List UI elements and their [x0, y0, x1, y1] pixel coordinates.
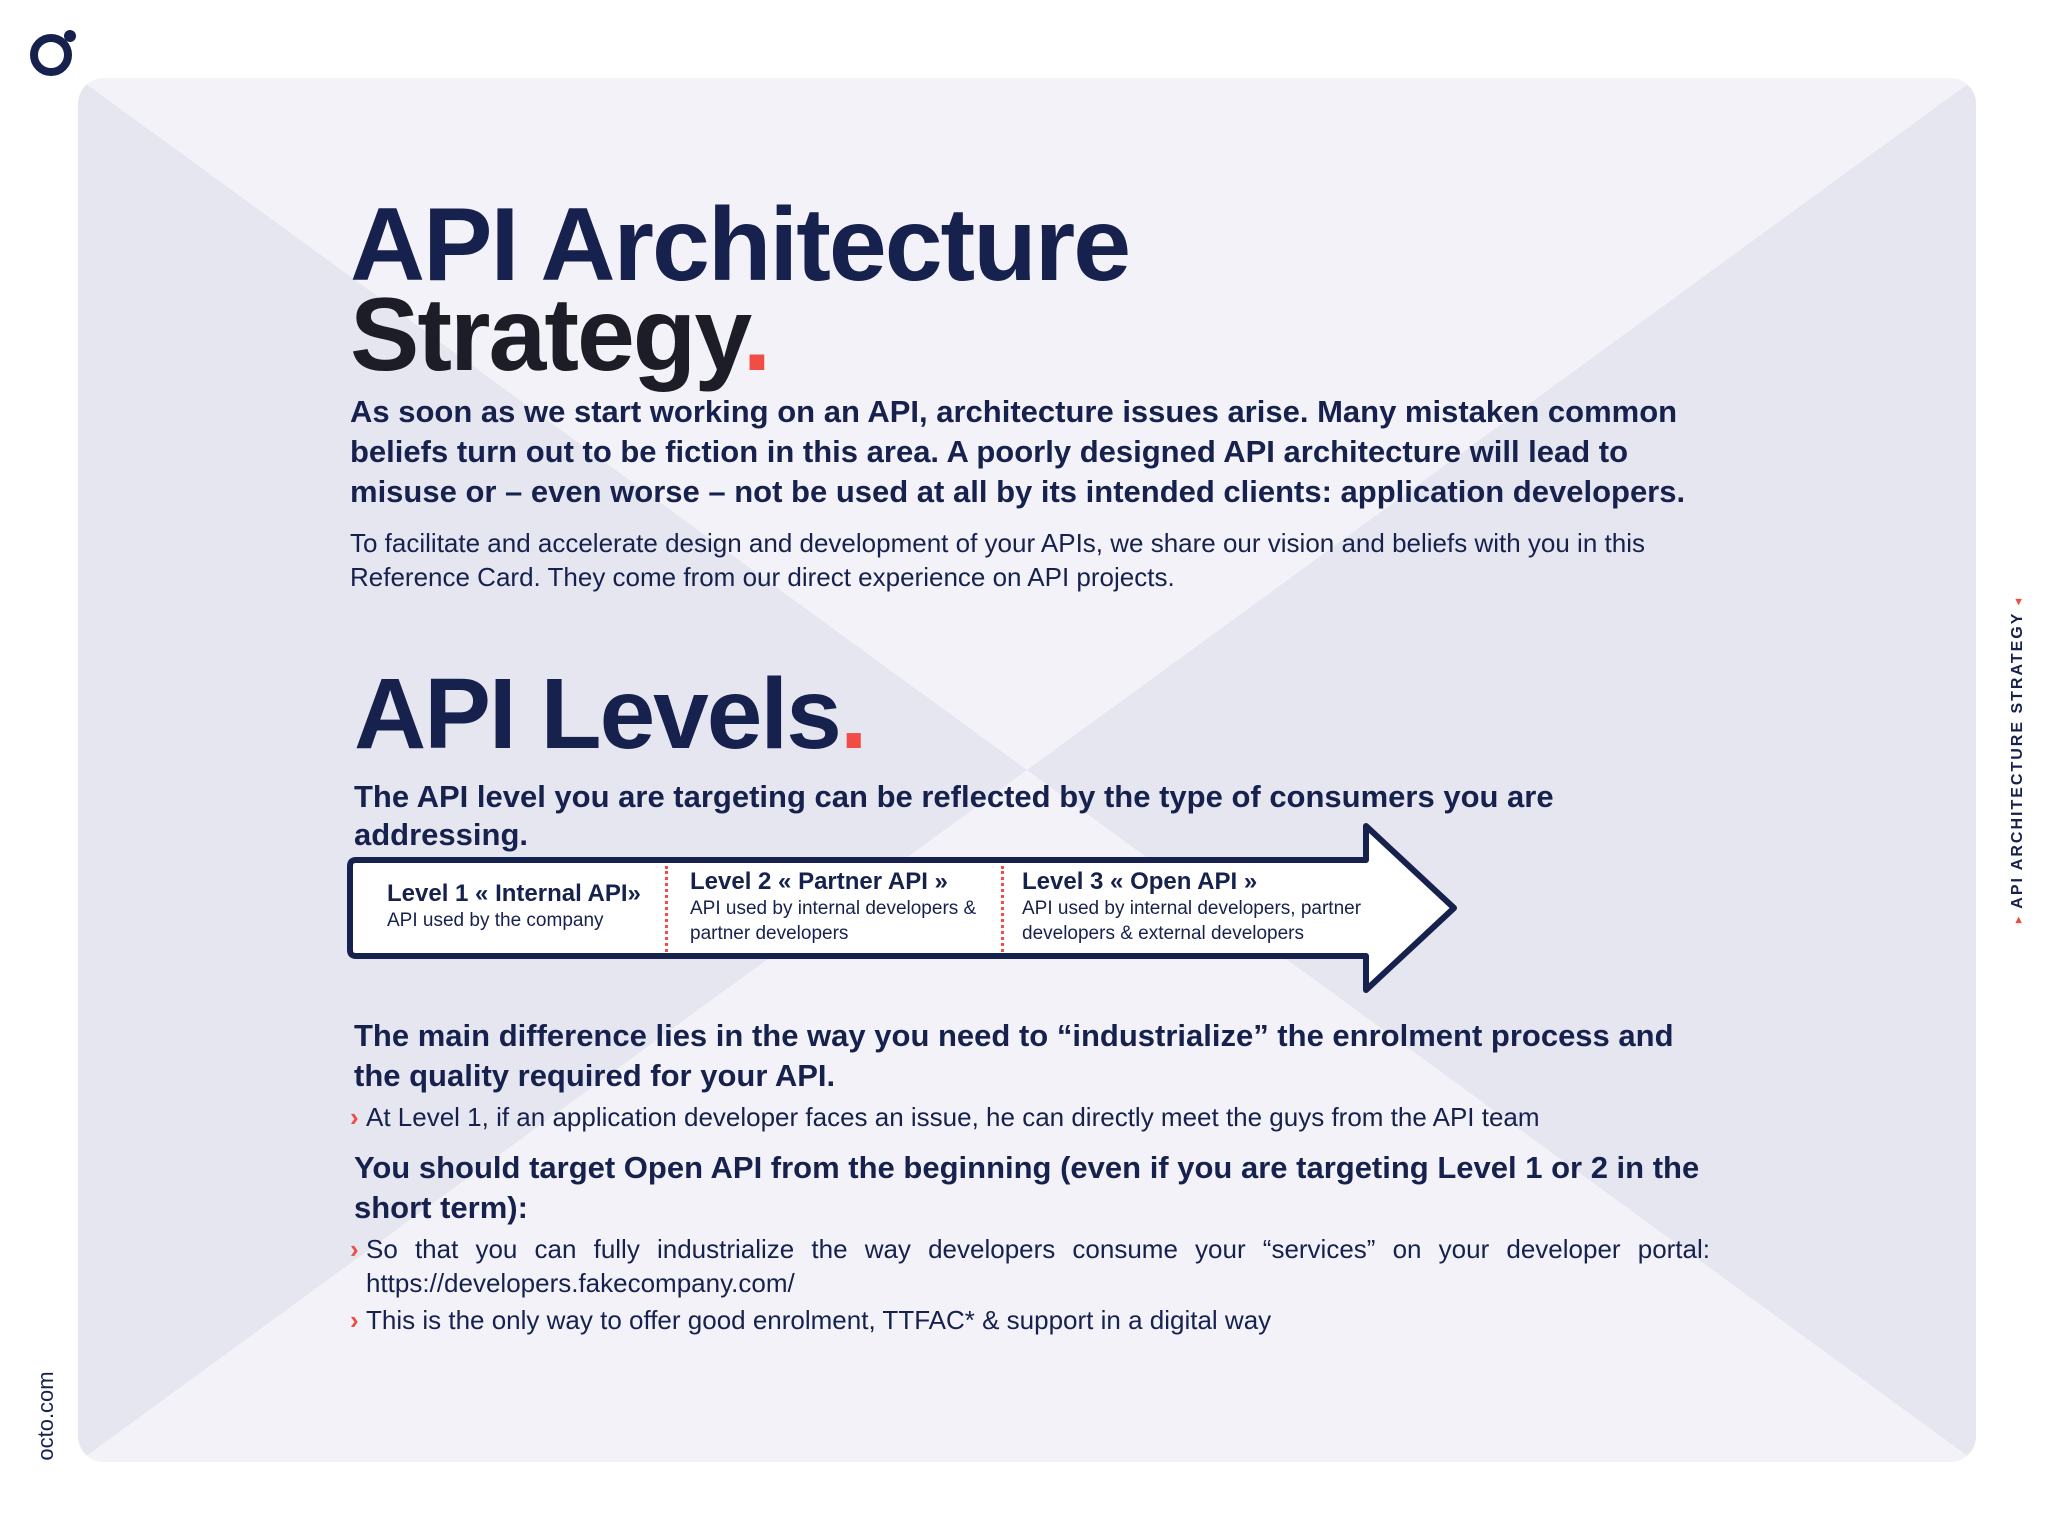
- level-2-name: Level 2 « Partner API »: [690, 868, 948, 895]
- level-separator: [665, 866, 668, 952]
- levels-subtitle: The API level you are targeting can be reflected by the type of consumers you are addressing.: [354, 779, 1554, 852]
- chevron-right-icon: ›: [350, 1102, 359, 1132]
- list-item-text: This is the only way to offer good enrolment, TTFAC* & support in a digital way: [366, 1305, 1272, 1335]
- level-3-description: API used by internal developers, partner developers & external developers: [1022, 898, 1362, 944]
- levels-heading-text: API Levels: [354, 658, 840, 770]
- page-title: [350, 187, 1130, 393]
- side-section-label: [2009, 597, 2027, 923]
- level-1-description: API used by the company: [387, 910, 604, 931]
- intro-lead-paragraph: As soon as we start working on an API, architecture issues arise. Many mistaken common beliefs turn out to be fiction in this area. A poorly designed API architecture will lead to misuse or – even worse – not be used at all by its intended clients: application developers.: [350, 394, 1686, 509]
- octo-logo-icon: [26, 26, 80, 80]
- target-lead: You should target Open API from the beginning (even if you are targeting Level 1 or 2 in the short term):: [354, 1150, 1700, 1225]
- level-3-name: Level 3 « Open API »: [1022, 868, 1258, 895]
- side-label-marker-left: ▸: [2010, 914, 2025, 924]
- level-2-block: [690, 868, 1010, 946]
- list-item-text: So that you can fully industrialize the way developers consume your “services” on your developer portal: https://developers.fakecompany.com/: [366, 1234, 1710, 1298]
- side-label-text: API ARCHITECTURE STRATEGY: [2009, 611, 2026, 909]
- chevron-right-icon: ›: [350, 1234, 359, 1264]
- level-3-block: [1022, 868, 1402, 946]
- list-item: [350, 1303, 1710, 1337]
- list-item: [350, 1232, 1710, 1300]
- level-1-block: [387, 880, 641, 933]
- intro-paragraph: To facilitate and accelerate design and development of your APIs, we share our vision and beliefs with you in this Reference Card. They come from our direct experience on API projects.: [350, 528, 1645, 592]
- difference-lead: The main difference lies in the way you need to “industrialize” the enrolment process and the quality required for your API.: [354, 1018, 1674, 1093]
- list-item-text: At Level 1, if an application developer faces an issue, he can directly meet the guys from the API team: [366, 1102, 1540, 1132]
- side-label-marker-right: ◂: [2010, 596, 2025, 606]
- title-accent-dot: .: [742, 277, 770, 393]
- title-line-1: API Architecture: [350, 187, 1130, 303]
- chevron-right-icon: ›: [350, 1305, 359, 1335]
- level-1-name: Level 1 « Internal API»: [387, 880, 641, 907]
- list-item: [350, 1100, 1710, 1134]
- levels-heading: [354, 658, 866, 770]
- site-url-label[interactable]: octo.com: [33, 1371, 58, 1461]
- title-line-2: Strategy: [350, 277, 743, 393]
- levels-accent-dot: .: [839, 658, 866, 770]
- level-2-description: API used by internal developers & partner developers: [690, 898, 977, 944]
